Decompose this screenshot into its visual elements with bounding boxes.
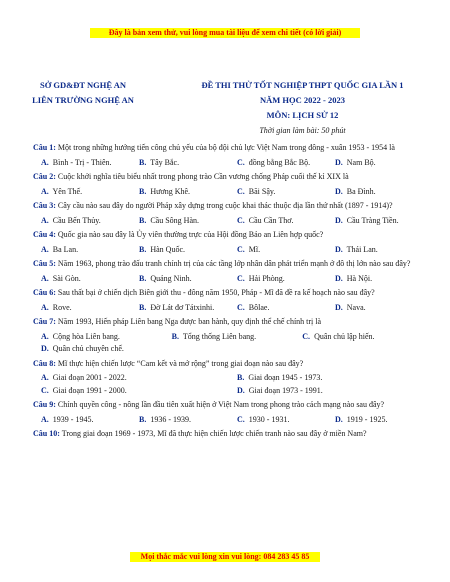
question-item: [33, 287, 433, 314]
contact-banner: Mọi thắc mắc vui lòng xin vui lòng: 084 283 45 85: [130, 552, 320, 562]
question-stem: Mĩ thực hiện chiến lược “Cam kết và mở rộng” trong giai đoạn nào sau đây?: [57, 358, 304, 368]
answer-options: [41, 372, 433, 397]
option-text: Quảng Ninh.: [150, 273, 192, 283]
option-text: Tây Bắc.: [150, 157, 180, 167]
question-item: [33, 200, 433, 227]
option-letter: B.: [139, 414, 147, 424]
option-letter: B.: [139, 215, 147, 225]
question-text: [33, 399, 433, 412]
option-text: Hàn Quốc.: [150, 244, 185, 254]
answer-options: [41, 215, 433, 228]
exam-duration: Thời gian làm bài: 50 phút: [259, 126, 346, 135]
option-text: Quân chủ lập hiến.: [314, 331, 375, 341]
option-text: Giai đoạn 1973 - 1991.: [248, 385, 323, 395]
answer-option: [335, 414, 433, 427]
question-text: [33, 229, 433, 242]
answer-option: [335, 244, 433, 257]
question-stem: Năm 1993, Hiến pháp Liên bang Nga được ban hành, quy định thể chế chính trị là: [57, 317, 322, 326]
option-text: 1939 - 1945.: [52, 414, 94, 424]
option-text: Bôlae.: [248, 302, 270, 312]
answer-options: [41, 186, 433, 199]
question-item: [33, 399, 433, 426]
answer-option: [41, 385, 237, 398]
question-text: [33, 316, 433, 329]
question-stem: Sau thất bại ở chiến dịch Biên giới thu - đông năm 1950, Pháp - Mĩ đã đề ra kế hoạch nào sau đây?: [57, 288, 375, 297]
option-letter: B.: [139, 302, 147, 312]
answer-option: [335, 215, 433, 228]
question-stem: Cây cầu nào sau đây do người Pháp xây dựng trong cuộc khai thác thuộc địa lần thứ nhất (1897 - 1914)?: [57, 201, 393, 210]
question-list: [33, 142, 433, 441]
question-number: Câu 2:: [33, 172, 56, 181]
question-text: [33, 200, 433, 213]
option-letter: C.: [41, 385, 49, 395]
question-number: Câu 4:: [33, 230, 56, 239]
option-letter: A.: [41, 331, 49, 341]
option-letter: C.: [237, 244, 245, 254]
question-number: Câu 9:: [33, 400, 56, 409]
exam-title: ĐỀ THI THỬ TỐT NGHIỆP THPT QUỐC GIA LẦN 1: [201, 80, 404, 90]
question-item: [33, 171, 433, 198]
answer-option: [237, 273, 335, 286]
answer-option: [335, 157, 433, 170]
option-text: Nava.: [346, 302, 366, 312]
answer-option: [172, 331, 303, 344]
answer-option: [237, 186, 335, 199]
answer-option: [41, 372, 237, 385]
answer-option: [335, 273, 433, 286]
question-item: [33, 316, 433, 356]
option-letter: A.: [41, 215, 49, 225]
question-text: [33, 258, 433, 271]
question-number: Câu 7:: [33, 317, 56, 326]
answer-option: [237, 157, 335, 170]
answer-option: [41, 302, 139, 315]
option-text: Cầu Tràng Tiền.: [346, 215, 399, 225]
option-text: Đờ Lát đơ Tátxinhi.: [150, 302, 215, 312]
question-number: Câu 5:: [33, 259, 56, 268]
answer-options: [41, 331, 433, 356]
answer-option: [335, 186, 433, 199]
answer-option: [139, 215, 237, 228]
option-text: 1936 - 1939.: [150, 414, 192, 424]
option-letter: D.: [335, 302, 343, 312]
question-number: Câu 8:: [33, 358, 56, 368]
option-text: Tổng thống Liên bang.: [182, 331, 257, 341]
option-text: 1930 - 1931.: [248, 414, 290, 424]
school-header: [18, 78, 148, 108]
option-text: Hương Khê.: [150, 186, 191, 196]
answer-option: [41, 343, 433, 356]
question-stem: Một trong những hướng tiến công chủ yếu của bộ đội chủ lực Việt Nam trong đông - xuân 1953 - 1954 là: [57, 143, 395, 152]
answer-option: [41, 244, 139, 257]
option-letter: B.: [171, 331, 179, 341]
option-letter: A.: [41, 244, 49, 254]
answer-option: [302, 331, 433, 344]
option-text: Giai đoạn 1945 - 1973.: [248, 373, 323, 382]
option-letter: D.: [41, 344, 49, 353]
question-stem: Chính quyền công - nông lần đầu tiên xuất hiện ở Việt Nam trong phong trào cách mạng nào sau đây?: [57, 400, 385, 409]
subject-name: MÔN: LỊCH SỬ 12: [266, 110, 339, 120]
option-letter: D.: [237, 385, 245, 395]
option-text: đồng bằng Bắc Bộ.: [248, 157, 311, 167]
option-letter: D.: [335, 186, 343, 196]
option-letter: B.: [139, 157, 147, 167]
option-text: Nam Bộ.: [346, 157, 376, 167]
option-letter: C.: [237, 157, 245, 167]
option-text: 1919 - 1925.: [346, 414, 388, 424]
answer-options: [41, 273, 433, 286]
option-letter: B.: [139, 273, 147, 283]
option-letter: A.: [41, 414, 49, 424]
option-letter: D.: [335, 244, 343, 254]
question-number: Câu 10:: [33, 429, 60, 438]
answer-option: [237, 414, 335, 427]
question-item: [33, 229, 433, 256]
question-text: [33, 287, 433, 300]
answer-option: [139, 273, 237, 286]
preview-notice-banner: Đây là bản xem thử, vui lòng mua tài liệu để xem chi tiết (có lời giải): [90, 28, 360, 38]
answer-option: [335, 302, 433, 315]
question-stem: Quốc gia nào sau đây là Ủy viên thường trực của Hội đồng Bảo an Liên hợp quốc?: [57, 230, 324, 239]
question-text: [33, 428, 433, 441]
question-number: Câu 1:: [33, 143, 56, 152]
option-text: Ba Lan.: [52, 244, 79, 254]
option-text: Quân chủ chuyên chế.: [52, 344, 124, 353]
answer-option: [139, 244, 237, 257]
option-text: Yên Thế.: [52, 186, 83, 196]
answer-option: [237, 302, 335, 315]
option-letter: D.: [335, 273, 343, 283]
option-text: Rove.: [52, 302, 72, 312]
option-text: Cộng hòa Liên bang.: [52, 331, 120, 341]
question-stem: Năm 1963, phong trào đấu tranh chính trị của các tầng lớp nhân dân phát triển mạnh ở đô thị lớn nào sau đây?: [57, 259, 411, 268]
answer-options: [41, 302, 433, 315]
option-text: Giai đoạn 2001 - 2022.: [52, 373, 127, 382]
answer-option: [41, 186, 139, 199]
question-text: [33, 142, 433, 155]
answer-option: [237, 372, 433, 385]
option-text: Giai đoạn 1991 - 2000.: [52, 385, 127, 395]
school-name: LIÊN TRƯỜNG NGHỆ AN: [32, 95, 134, 105]
option-letter: A.: [41, 302, 49, 312]
option-letter: C.: [302, 331, 311, 341]
option-letter: C.: [237, 215, 245, 225]
option-text: Cầu Bến Thủy.: [52, 215, 101, 225]
question-text: [33, 171, 433, 184]
option-text: Hà Nội.: [346, 273, 373, 283]
option-text: Cầu Cần Thơ.: [248, 215, 294, 225]
school-year: NĂM HỌC 2022 - 2023: [260, 95, 345, 105]
answer-option: [237, 385, 433, 398]
option-letter: C.: [237, 414, 245, 424]
question-number: Câu 3:: [33, 201, 56, 210]
option-text: Ba Đình.: [346, 186, 376, 196]
answer-option: [41, 414, 139, 427]
option-letter: B.: [139, 186, 147, 196]
option-letter: D.: [335, 157, 343, 167]
question-item: [33, 142, 433, 169]
option-text: Hải Phòng.: [248, 273, 285, 283]
option-letter: D.: [335, 414, 343, 424]
answer-option: [237, 244, 335, 257]
answer-option: [41, 273, 139, 286]
answer-option: [41, 331, 172, 344]
option-text: Sài Gòn.: [52, 273, 81, 283]
answer-option: [139, 414, 237, 427]
answer-option: [139, 157, 237, 170]
option-letter: D.: [335, 215, 343, 225]
option-letter: C.: [237, 302, 245, 312]
option-letter: C.: [237, 186, 245, 196]
question-stem: Trong giai đoạn 1969 - 1973, Mĩ đã thực hiện chiến lược chiến tranh nào sau đây ở miền Nam?: [61, 429, 367, 438]
answer-option: [139, 302, 237, 315]
option-text: Thái Lan.: [346, 244, 378, 254]
option-letter: C.: [237, 273, 245, 283]
question-stem: Cuộc khởi nghĩa tiêu biểu nhất trong phong trào Cần vương chống Pháp cuối thế kỉ XIX là: [57, 172, 349, 181]
question-item: [33, 428, 433, 441]
answer-options: [41, 244, 433, 257]
answer-option: [139, 186, 237, 199]
question-text: [33, 358, 433, 371]
answer-option: [41, 215, 139, 228]
answer-option: [237, 215, 335, 228]
option-letter: A.: [41, 373, 49, 382]
department-name: SỞ GD&ĐT NGHỆ AN: [39, 80, 127, 90]
answer-option: [41, 157, 139, 170]
question-number: Câu 6:: [33, 288, 56, 297]
option-text: Bình - Trị - Thiên.: [52, 157, 112, 167]
option-letter: B.: [237, 373, 245, 382]
option-text: Mĩ.: [248, 244, 261, 254]
option-letter: A.: [41, 186, 49, 196]
option-text: Bãi Sậy.: [248, 186, 276, 196]
option-letter: A.: [41, 157, 49, 167]
answer-options: [41, 157, 433, 170]
option-letter: A.: [41, 273, 49, 283]
option-text: Cầu Sông Hàn.: [150, 215, 200, 225]
question-item: [33, 258, 433, 285]
exam-header: [170, 78, 435, 138]
answer-options: [41, 414, 433, 427]
option-letter: B.: [139, 244, 147, 254]
question-item: [33, 358, 433, 398]
